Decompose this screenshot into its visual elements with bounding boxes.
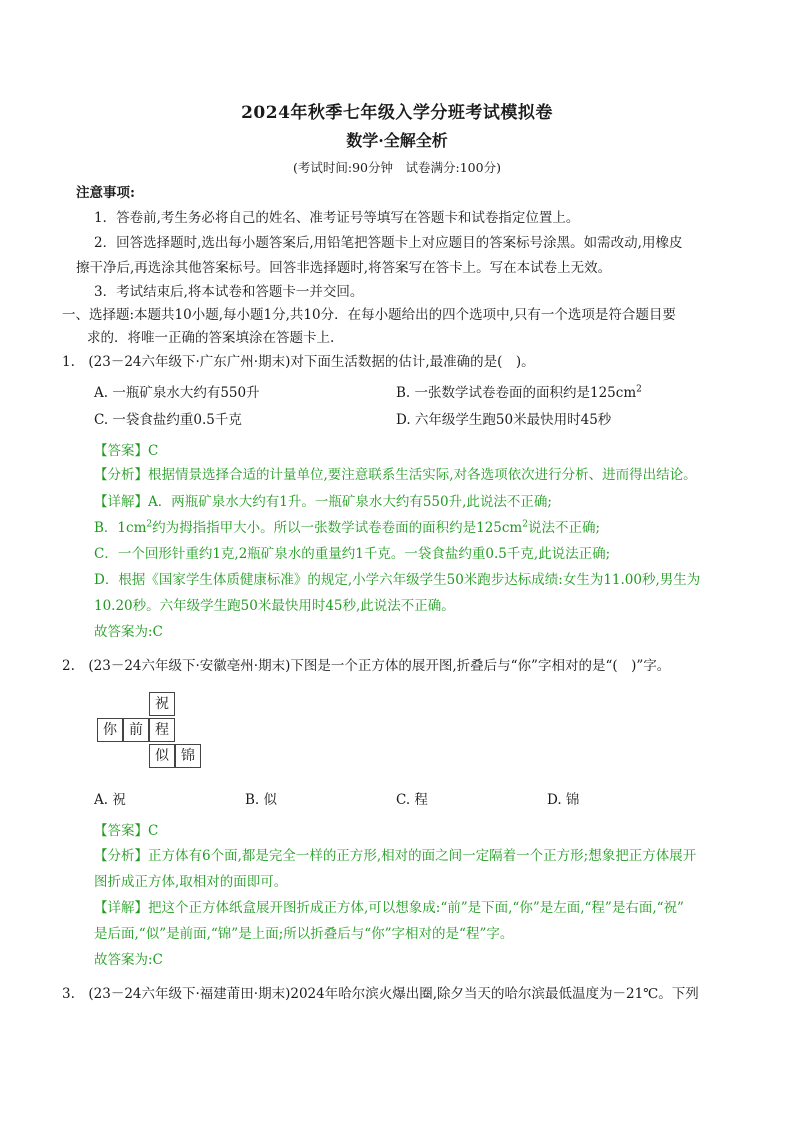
section-heading: 一、选择题:本题共10小题,每小题1分,共10分．在每小题给出的四个选项中,只有一个选项是符合题目要 bbox=[62, 307, 676, 323]
q1-option-b-text: B. 一张数学试卷卷面的面积约是125cm bbox=[396, 385, 637, 401]
q1-detail-d-cont: 10.20秒。六年级学生跑50米最快用时45秒,此说法不正确。 bbox=[94, 598, 455, 614]
q2-analysis: 【分析】正方体有6个面,都是完全一样的正方形,相对的面之间一定隔着一个正方形;想象把正方体展开 bbox=[94, 848, 697, 864]
q2-stem: 2. (23－24六年级下·安徽亳州·期末)下图是一个正方体的展开图,折叠后与“你”字相对的是“( )”字。 bbox=[62, 658, 671, 674]
q2-option-d: D. 锦 bbox=[547, 792, 580, 808]
notice-heading: 注意事项: bbox=[76, 185, 135, 201]
q1-detail-b bbox=[94, 518, 600, 538]
q2-option-b: B. 似 bbox=[245, 792, 278, 808]
notice-item-2-cont: 擦干净后,再选涂其他答案标号。回答非选择题时,将答案写在答卡上。写在本试卷上无效。 bbox=[76, 260, 612, 276]
exam-meta: (考试时间:90分钟 试卷满分:100分) bbox=[293, 160, 501, 175]
q1-detail-b-sup2: 2 bbox=[522, 519, 528, 530]
q2-option-c: C. 程 bbox=[396, 792, 428, 808]
q2-analysis-cont: 图折成正方体,取相对的面即可。 bbox=[94, 874, 288, 890]
q1-detail-b-part3: 说法不正确; bbox=[527, 520, 601, 536]
q1-option-b bbox=[396, 383, 642, 403]
q1-conclusion: 故答案为:C bbox=[94, 624, 163, 640]
q1-stem: 1. (23－24六年级下·广东广州·期末)对下面生活数据的估计,最准确的是( )。 bbox=[62, 354, 535, 370]
section-heading-cont: 求的．将唯一正确的答案填涂在答题卡上. bbox=[87, 330, 335, 346]
q1-option-b-sup: 2 bbox=[636, 384, 642, 395]
net-cell-ni: 你 bbox=[97, 718, 123, 742]
q1-detail-a: 【详解】A．两瓶矿泉水大约有1升。一瓶矿泉水大约有550升,此说法不正确; bbox=[94, 494, 552, 510]
net-cell-cheng: 程 bbox=[149, 718, 175, 742]
q1-detail-b-part2: 约为拇指指甲大小。所以一张数学试卷卷面的面积约是125cm bbox=[152, 520, 523, 536]
net-cell-zhu: 祝 bbox=[149, 692, 175, 716]
q1-option-a: A. 一瓶矿泉水大约有550升 bbox=[94, 385, 260, 401]
q2-conclusion: 故答案为:C bbox=[94, 952, 163, 968]
notice-item-1: 1．答卷前,考生务必将自己的姓名、准考证号等填写在答题卡和试卷指定位置上。 bbox=[94, 210, 580, 226]
q1-answer: 【答案】C bbox=[94, 443, 159, 459]
net-cell-qian: 前 bbox=[123, 718, 149, 742]
q1-option-c: C. 一袋食盐约重0.5千克 bbox=[94, 412, 242, 428]
q2-detail: 【详解】把这个正方体纸盒展开图折成正方体,可以想象成:“前”是下面,“你”是左面,“程”是右面,“祝” bbox=[94, 900, 684, 916]
notice-item-3: 3．考试结束后,将本试卷和答题卡一并交回。 bbox=[94, 284, 364, 300]
q2-answer: 【答案】C bbox=[94, 823, 159, 839]
cube-net-figure bbox=[96, 692, 206, 772]
exam-subtitle: 数学·全解全析 bbox=[346, 131, 448, 150]
notice-item-2: 2．回答选择题时,选出每小题答案后,用铅笔把答题卡上对应题目的答案标号涂黑。如需改动,用橡皮 bbox=[94, 235, 683, 251]
q1-analysis: 【分析】根据情景选择合适的计量单位,要注意联系生活实际,对各选项依次进行分析、进而得出结论。 bbox=[94, 467, 697, 483]
q2-option-a: A. 祝 bbox=[94, 792, 126, 808]
q1-detail-b-sup1: 2 bbox=[146, 519, 153, 530]
net-cell-si: 似 bbox=[149, 744, 175, 768]
q1-detail-b-part1: B．1cm bbox=[94, 520, 147, 536]
net-cell-jin: 锦 bbox=[175, 744, 201, 768]
q1-option-d: D. 六年级学生跑50米最快用时45秒 bbox=[396, 412, 612, 428]
q1-detail-c: C．一个回形针重约1克,2瓶矿泉水的重量约1千克。一袋食盐约重0.5千克,此说法正确; bbox=[94, 546, 611, 562]
q3-stem: 3. (23－24六年级下·福建莆田·期末)2024年哈尔滨火爆出圈,除夕当天的哈尔滨最低温度为－21℃。下列 bbox=[62, 986, 699, 1002]
q1-detail-d: D．根据《国家学生体质健康标准》的规定,小学六年级学生50米跑步达标成绩:女生为11.00秒,男生为 bbox=[94, 572, 701, 588]
q2-detail-cont: 是后面,“似”是前面,“锦”是上面;所以折叠后与“你”字相对的是“程”字。 bbox=[94, 926, 514, 942]
exam-title: 2024年秋季七年级入学分班考试模拟卷 bbox=[241, 103, 553, 123]
